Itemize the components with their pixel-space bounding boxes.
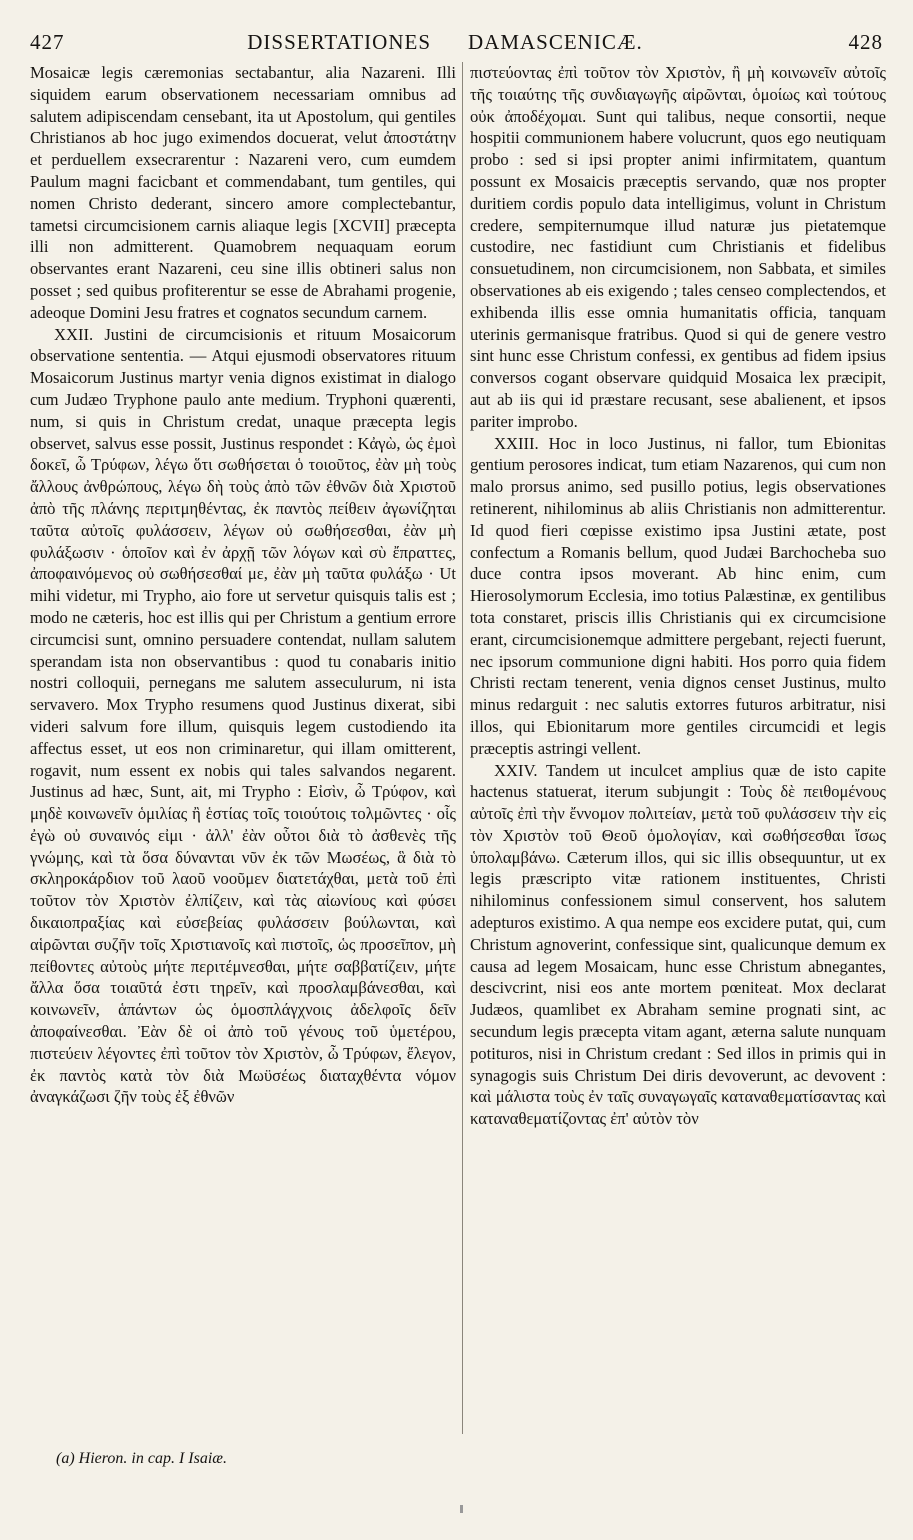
footnote: (a) Hieron. in cap. I Isaiæ. bbox=[56, 1450, 227, 1467]
left-column bbox=[30, 62, 456, 1442]
column-divider bbox=[462, 62, 463, 1434]
paragraph-continuation: πιστεύοντας ἐπὶ τοῦτον τὸν Χριστὸν, ἢ μὴ κοινωνεῖν αὐτοῖς τῆς τοιαύτης τῆς συνδιαγωγῆς αἱρῶνται, ὁμοίως καὶ τούτους οὐκ ἀποδέχομαι. Sunt qui talibus, neque consortii, neque hospitii communionem habere volucrunt, quos ego neutiquam probo : sed si ipsi propter animi infirmitatem, quantum possunt ex Mosaicis præceptis servando, quæ nos propter duritiem cordis populo data intelligimus, volunt in Christum credere, sempiternumque illud naturæ jus pietatemque custodire, nec fastidiunt cum Christianis et fidelibus consuetudinem, non circumcisionem, non Sabbata, et similes observationes ab eis exigendo ; tales censeo complectendos, et exhibenda illis esse omnia humanitatis officia, tanquam uterinis germanisque fratribus. Quod si qui de genere vestro sint hunc esse Christum confessi, ex gentibus ad fidem ipsius conversos cogant observare quidquid Mosaica lex præcipit, aut ab iis qui id præstare recusant, sese abalienent, et ipsos pariter improbo. bbox=[470, 63, 886, 431]
section-xxii: XXII. Justini de circumcisionis et rituum Mosaicorum observatione sententia. — Atqui ejusmodi observatores rituum Mosaicorum Justinus martyr venia dignos existimat in dialogo cum Judæo Tryphone paulo ante medium. Tryphoni quærenti, num, si quis in Christum credat, unaque præcepta legis observet, salvus esse possit, Justinus respondet : Κἀγὼ, ὡς ἐμοὶ δοκεῖ, ὦ Τρύφων, λέγω ὅτι σωθήσεται ὁ τοιοῦτος, ἐὰν μὴ τοὺς ἄλλους ἀνθρώπους, λέγω δὴ τοὺς ἀπὸ τῶν ἐθνῶν διὰ Χριστοῦ ἀπὸ τῆς πλάνης περιτμηθέντας, ἐκ παντὸς πείθειν ἀγωνίζηται ταῦτα αὐτοῖς φυλάσσειν, λέγων οὐ σωθήσεσθαι, ἐὰν μὴ φυλάξωσιν · ὁποῖον καὶ ἐν ἀρχῇ τῶν λόγων καὶ σὺ ἔπραττες, ἀποφαινόμενος οὐ σωθήσεσθαί με, ἐὰν μὴ ταῦτα φυλάξω · Ut mihi videtur, mi Trypho, aio fore ut servetur quisquis talis est ; modo ne cæteris, hoc est illis qui per Christum a gentium errore circumcisi sunt, omnino persuadere contendat, nullam salutem sperandam ista non observantibus : quod tu conabaris initio nostri colloquii, pernegans me salutem asseculurum, ni ista servavero. Mox Trypho resumens quod Justinus dixerat, sibi videri salvum fore illum, quisquis legem custodiendo ita affectus esset, ut eos non criminaretur, qui illam omitterent, rogavit, num essent ex nobis qui tales salvandos negarent. Justinus ad hæc, Sunt, ait, mi Trypho : Εἰσὶν, ὦ Τρύφον, καὶ μηδὲ κοινωνεῖν ὁμιλίας ἢ ἑστίας τοῖς τοιούτοις τολμῶντες · οἷς ἐγὼ οὐ συναινός εἰμι · ἀλλ' ἐὰν οὗτοι διὰ τὸ ἀσθενὲς τῆς γνώμης, καὶ τὰ ὅσα δύνανται νῦν ἐκ τῶν Μωσέως, ἃ διὰ τὸ σκληροκάρδιον τοῦ λαοῦ νοοῦμεν διατετάχθαι, μετὰ τοῦ ἐπὶ τοῦτον τὸν Χριστὸν ἐλπίζειν, καὶ τὰς αἰωνίους καὶ φύσει δικαιοπραξίας καὶ εὐσεβείας φυλάσσειν βούλωνται, καὶ αἱρῶνται συζῆν τοῖς Χριστιανοῖς καὶ πιστοῖς, ὡς προσεῖπον, μὴ πείθοντες αὐτοὺς μήτε περιτέμνεσθαι, μήτε σαββατίζειν, μήτε ἄλλα ὅσα τοιαῦτά ἐστι τηρεῖν, καὶ προσλαμβάνεσθαι, καὶ κοινωνεῖν, ἁπάντων ὡς ὁμοσπλάγχνοις ἀδελφοῖς δεῖν ἀποφαίνεσθαι. Ἐὰν δὲ οἱ ἀπὸ τοῦ γένους τοῦ ὑμετέρου, πιστεύειν λέγοντες ἐπὶ τοῦτον τὸν Χριστὸν, ὦ Τρύφων, ἔλεγον, ἐκ παντὸς κατὰ τὸν διὰ Μωϋσέως διαταχθέντα νόμον ἀναγκάζωσι ζῆν τοὺς ἐξ ἐθνῶν bbox=[30, 324, 456, 1107]
running-title-left: DISSERTATIONES bbox=[247, 30, 431, 54]
page-number-right: 428 bbox=[848, 30, 883, 54]
right-column bbox=[470, 62, 886, 1442]
running-title-right: DAMASCENICÆ. bbox=[468, 30, 643, 54]
section-xxiii: XXIII. Hoc in loco Justinus, ni fallor, tum Ebionitas gentium perosores indicat, tum etiam Nazarenos, qui cum non malo prorsus animo, sed pusillo potius, legis observationes retinerent, nihilominus ab aliis Christianis non admitterentur. Id quod fieri cœpisse existimo ipsa Justini ætate, post confectum a Romanis bellum, quod Judæi Barchocheba suo duce contra ipsos moverant. Ab hinc enim, cum Hierosolymorum Ecclesia, imo totius Palæstinæ, ex gentilibus tota constaret, priscis illis Christianis qui ex circumcisione erant, circumcisionemque admittere pergebant, rejecti fuerunt, nec ipsorum communione digni habiti. Hos porro quia fidem Christi rectam tenerent, venia dignos censet Justinus, multo minus redarguit : nec salutis extorres futuros arbitratur, nisi illos, qui Ebionitarum more gentiles circumcidi et legis præceptis astringi vellent. bbox=[470, 433, 886, 758]
page-number-left: 427 bbox=[30, 30, 65, 54]
paragraph-nazareni: Mosaicæ legis cæremonias sectabantur, alia Nazareni. Illi siquidem earum observationem necessariam omnibus ad salutem adipiscendam censebant, ita ut Apostolum, qui gentiles Christianos ab hoc jugo eximendos docuerat, velut ἀποστάτην et perduellem exsecrarentur : Nazareni vero, cum eumdem Paulum magni facicbant et commendabant, tum gentiles, qui nomen Christo dederant, sincero amore complectebantur, tametsi circumcisionem carnis aliaque legis [XCVII] præcepta illi non admitterent. Quamobrem nequaquam eorum observantes erant Nazareni, ceu sine illis obtineri salus non posset ; sed quibus profiterentur se esse de Abrahami progenie, adeoque Domini Jesu fratres et cognatos secundum carnem. bbox=[30, 63, 456, 322]
running-header bbox=[30, 30, 883, 58]
print-speck bbox=[460, 1505, 463, 1513]
section-xxiv: XXIV. Tandem ut inculcet amplius quæ de isto capite hactenus statuerat, iterum subjungit : Τοὺς δὲ πειθομένους αὐτοῖς ἐπὶ τὴν ἔννομον πολιτείαν, μετὰ τοῦ φυλάσσειν τὴν εἰς τὸν Χριστὸν τοῦ Θεοῦ ὁμολογίαν, καὶ σωθήσεσθαι ἴσως ὑπολαμβάνω. Cæterum illos, qui sic illis obsequuntur, ut ex legis præscripto vitæ rationem instituentes, Christi nihilominus confessionem simul conservent, hos salutem adepturos existimo. A qua nempe eos excidere putat, qui, cum Christum agnoverint, confessique sint, qualicunque demum ex causa ad legem Mosaicam, hunc esse Christum abnegantes, descivcrint, nisi eos ante mortem pœniteat. Mox declarat Judæos, quamlibet ex Abraham semine prognati sint, ac secundum legis præcepta vitam agant, æterna salute nunquam potituros, nisi in Christum credant : Sed illos in primis qui in synagogis suis Christum Dei diris devoverunt, ac devovent : καὶ μάλιστα τοὺς ἐν ταῖς συναγωγαῖς καταναθεματίσαντας καὶ καταναθεματίζοντας ἐπ' αὐτὸν τὸν bbox=[470, 760, 886, 1129]
